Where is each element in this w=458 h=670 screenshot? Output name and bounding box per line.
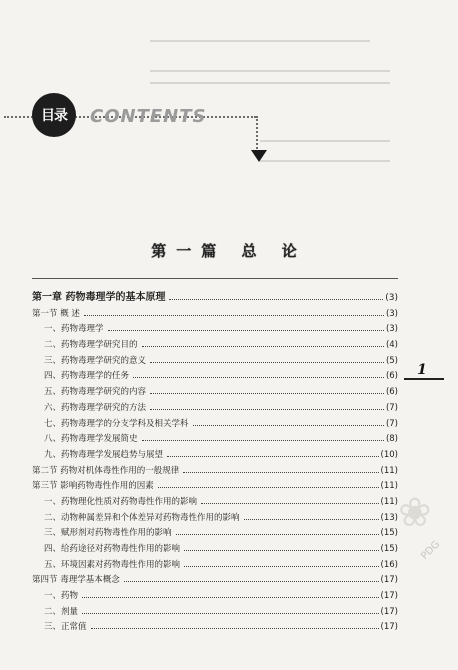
toc-header <box>0 88 458 158</box>
dot-leader <box>244 519 379 520</box>
dot-leader <box>82 613 379 614</box>
toc-entry-title: 四、药物毒理学的任务 <box>44 371 130 382</box>
toc-entry-title: 三、赋形剂对药物毒性作用的影响 <box>44 528 172 539</box>
toc-entry-title: 八、药物毒理学发展简史 <box>44 434 138 445</box>
toc-entry-title: 五、环境因素对药物毒性作用的影响 <box>44 559 181 570</box>
toc-item-row[interactable] <box>32 585 398 601</box>
toc-item-row[interactable] <box>32 350 398 366</box>
toc-entry-page: (3) <box>385 308 398 319</box>
dot-leader <box>183 472 378 473</box>
dot-leader <box>176 534 379 535</box>
toc-entry-title: 第二节 药物对机体毒性作用的一般规律 <box>32 465 180 476</box>
dot-leader <box>150 409 384 410</box>
toc-entry-title: 第四节 毒理学基本概念 <box>32 575 120 586</box>
toc-entry-page: (17) <box>380 575 398 586</box>
dot-leader <box>193 425 384 426</box>
toc-entry-page: (11) <box>380 481 398 492</box>
toc-entry-title: 第一节 概 述 <box>32 308 80 319</box>
toc-entry-title: 第一章 药物毒理学的基本原理 <box>32 292 166 303</box>
toc-item-row[interactable] <box>32 397 398 413</box>
dot-leader <box>150 362 384 363</box>
dot-leader <box>184 566 379 567</box>
toc-entry-title: 二、剂量 <box>44 606 79 617</box>
dot-leader <box>150 393 384 394</box>
toc-item-row[interactable] <box>32 381 398 397</box>
toc-entry-page: (17) <box>380 622 398 633</box>
toc-entry-page: (15) <box>380 544 398 554</box>
toc-item-row[interactable] <box>32 507 398 523</box>
page-number-rule <box>404 378 444 380</box>
dot-leader <box>184 550 379 551</box>
toc-item-row[interactable] <box>32 413 398 429</box>
toc-item-row[interactable] <box>32 444 398 460</box>
dot-leader <box>169 299 383 300</box>
contents-label: CONTENTS <box>90 106 207 127</box>
dot-leader <box>82 597 379 598</box>
toc-item-row[interactable] <box>32 491 398 507</box>
toc-entry-page: (7) <box>385 418 398 429</box>
toc-entry-page: (6) <box>385 387 398 398</box>
toc-entry-title: 一、药物毒理学 <box>44 324 104 335</box>
toc-entry-page: (16) <box>380 559 398 570</box>
toc-item-row[interactable] <box>32 538 398 554</box>
toc-entry-page: (3) <box>385 324 398 335</box>
toc-list <box>32 285 398 632</box>
toc-entry-page: (6) <box>385 371 398 382</box>
toc-entry-title: 四、给药途径对药物毒性作用的影响 <box>44 544 181 554</box>
toc-entry-title: 七、药物毒理学的分支学科及相关学科 <box>44 418 189 429</box>
toc-entry-page: (11) <box>380 496 398 507</box>
toc-entry-page: (5) <box>385 355 398 366</box>
toc-entry-page: (17) <box>380 591 398 602</box>
toc-entry-title: 一、药物 <box>44 591 79 602</box>
dot-leader <box>108 330 384 331</box>
toc-entry-title: 五、药物毒理学研究的内容 <box>44 387 147 398</box>
dot-leader <box>142 346 384 347</box>
toc-entry-page: (17) <box>380 606 398 617</box>
toc-entry-title: 六、药物毒理学研究的方法 <box>44 402 147 413</box>
dot-leader <box>124 581 379 582</box>
watermark-seal: ❀ <box>398 490 432 536</box>
toc-entry-title: 三、正常值 <box>44 622 87 633</box>
part-title: 第一篇 总 论 <box>151 242 307 260</box>
mulu-badge <box>32 93 76 137</box>
toc-item-row[interactable] <box>32 554 398 570</box>
toc-entry-title: 一、药物理化性质对药物毒性作用的影响 <box>44 496 198 507</box>
toc-item-row[interactable] <box>32 319 398 335</box>
dotted-rule-vertical <box>256 116 258 152</box>
toc-section-row[interactable] <box>32 303 398 319</box>
dot-leader <box>142 440 384 441</box>
dot-leader <box>167 456 379 457</box>
toc-entry-title: 二、动物种属差异和个体差异对药物毒性作用的影响 <box>44 512 240 523</box>
toc-section-row[interactable] <box>32 460 398 476</box>
toc-item-row[interactable] <box>32 601 398 617</box>
toc-item-row[interactable] <box>32 523 398 539</box>
toc-entry-page: (3) <box>385 293 398 303</box>
toc-section-row[interactable] <box>32 476 398 492</box>
toc-chapter-row[interactable] <box>32 285 398 303</box>
toc-entry-page: (10) <box>380 449 398 460</box>
mulu-label: 目录 <box>41 108 67 124</box>
toc-item-row[interactable] <box>32 617 398 633</box>
toc-entry-page: (13) <box>380 512 398 523</box>
top-rule <box>32 278 398 279</box>
dot-leader <box>91 628 379 629</box>
toc-entry-page: (11) <box>380 465 398 476</box>
toc-item-row[interactable] <box>32 334 398 350</box>
toc-entry-page: (8) <box>385 434 398 445</box>
toc-section-row[interactable] <box>32 570 398 586</box>
toc-entry-title: 二、药物毒理学研究目的 <box>44 340 138 351</box>
dot-leader <box>158 487 379 488</box>
dot-leader <box>133 377 384 378</box>
toc-item-row[interactable] <box>32 366 398 382</box>
dot-leader <box>201 503 379 504</box>
watermark-pdg: PDG <box>419 539 443 562</box>
toc-entry-page: (4) <box>385 340 398 351</box>
toc-entry-page: (7) <box>385 402 398 413</box>
dot-leader <box>84 315 384 316</box>
toc-entry-title: 九、药物毒理学发展趋势与展望 <box>44 449 164 460</box>
toc-item-row[interactable] <box>32 429 398 445</box>
page-number: 1 <box>417 362 427 378</box>
toc-entry-title: 第三节 影响药物毒性作用的因素 <box>32 481 154 492</box>
toc-entry-page: (15) <box>380 528 398 539</box>
toc-entry-title: 三、药物毒理学研究的意义 <box>44 355 147 366</box>
down-triangle-icon <box>251 150 267 162</box>
